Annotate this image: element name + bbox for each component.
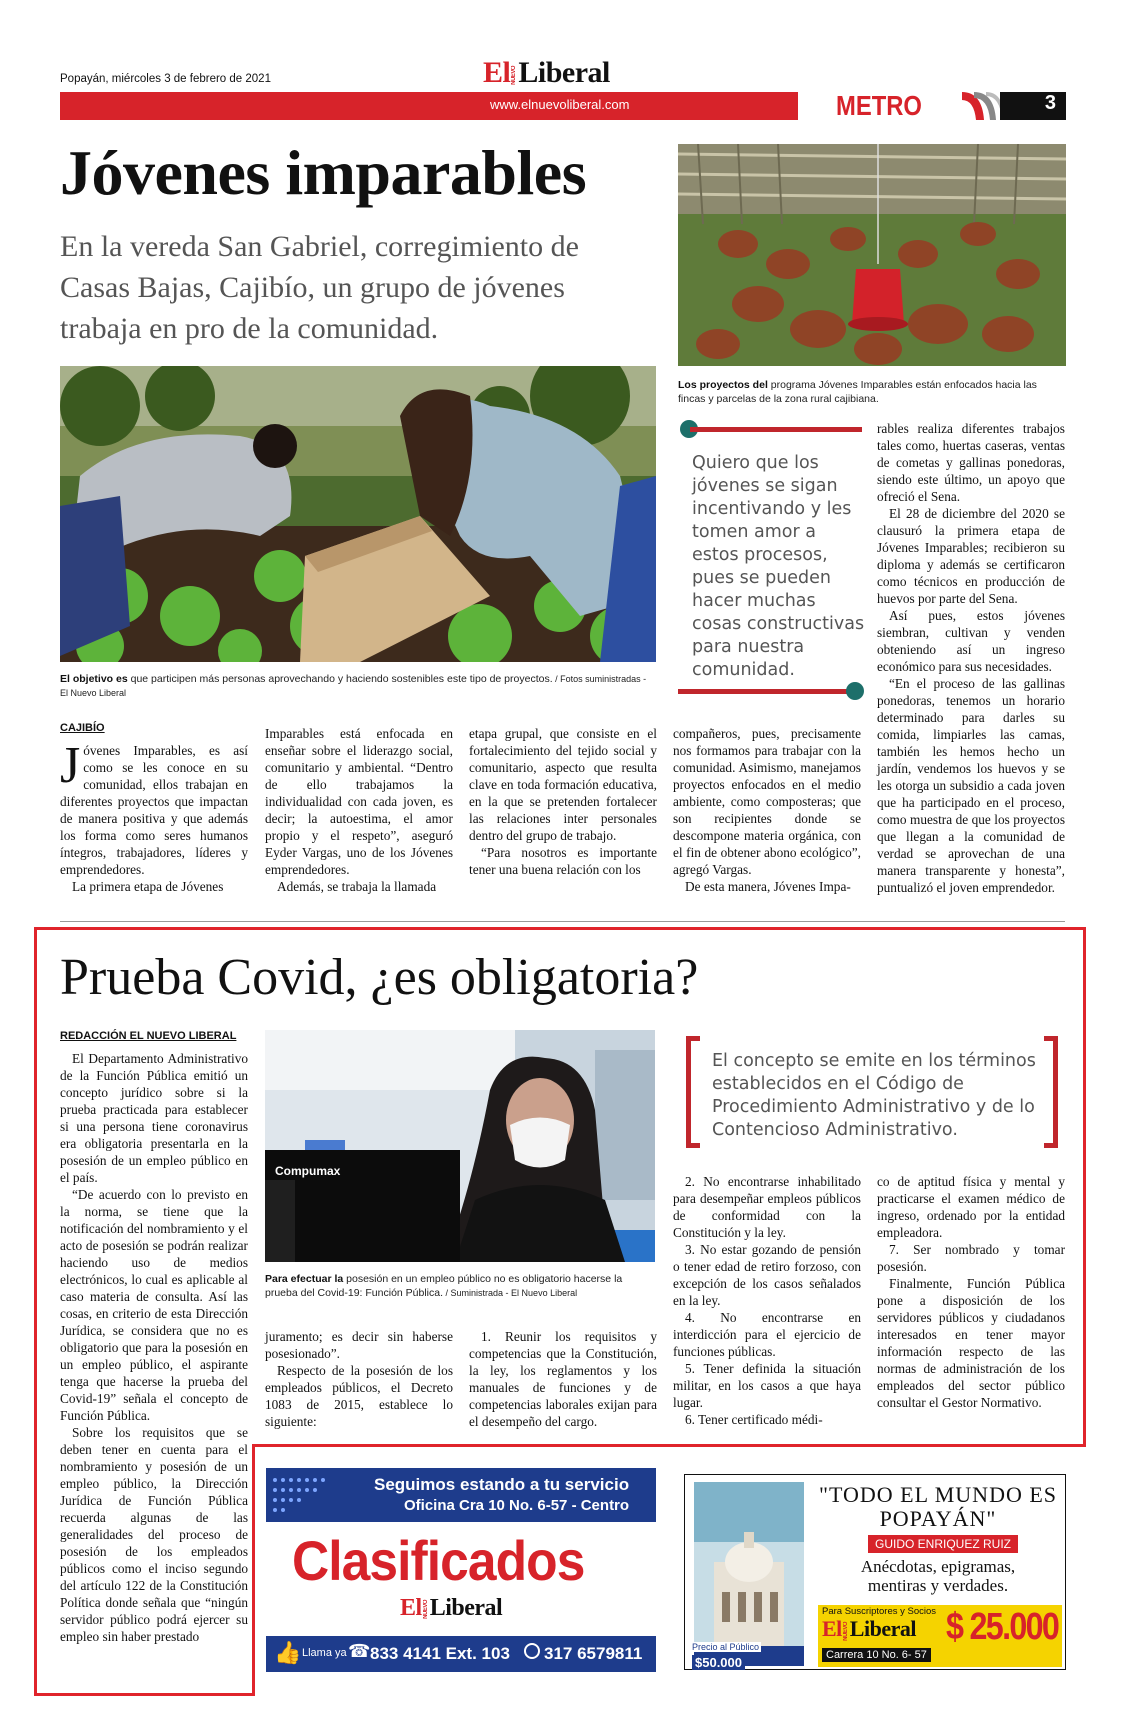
masthead-logo: ElNUEVOLiberal	[483, 56, 610, 89]
drop-cap: J	[60, 737, 81, 794]
book-title: "TODO EL MUNDO ES POPAYÁN"	[818, 1482, 1058, 1531]
classifieds-top-banner	[266, 1468, 656, 1522]
highlight-frame-left-ext	[34, 1444, 37, 1696]
classifieds-contact-bar	[266, 1636, 656, 1672]
highlight-frame-inner-right	[252, 1444, 255, 1696]
subscriber-label: Para Suscriptores y Socios	[822, 1606, 937, 1617]
quote-bracket-left	[686, 1036, 700, 1148]
phone-icon: ☎	[348, 1641, 371, 1661]
quote-bar-top	[690, 427, 862, 432]
public-price: $50.000	[692, 1655, 745, 1670]
page-number: 3	[1000, 92, 1066, 120]
article-deck: En la vereda San Gabriel, corregimiento de Casas Bajas, Cajibío, un grupo de jóvenes trabaja en pro de la comunidad.	[60, 230, 579, 345]
headline-covid: Prueba Covid, ¿es obligatoria?	[60, 949, 699, 1006]
article2-col2: juramento; es decir sin haberse posesionado”. Respecto de la posesión de los empleados públicos, el Decreto 1083 de 2015, establece lo siguiente:	[265, 1329, 453, 1429]
subscriber-address: Carrera 10 No. 6- 57	[822, 1648, 931, 1662]
headline-jovenes: Jóvenes imparables	[60, 137, 587, 208]
byline: REDACCIÓN EL NUEVO LIBERAL	[60, 1030, 237, 1042]
publication-date: Popayán, miércoles 3 de febrero de 2021	[60, 73, 271, 85]
public-price-label: Precio al Público	[692, 1642, 760, 1652]
photo-brand-label: Compumax	[275, 1164, 341, 1178]
pull-quote-covid: El concepto se emite en los términos establecidos en el Código de Procedimiento Administrativo y de lo Contencioso Administrativo.	[712, 1051, 1036, 1140]
photo-hens	[678, 144, 1066, 366]
article-divider	[60, 921, 1065, 922]
article1-col1: Jóvenes Imparables, es así como se les conoce en su comunidad, ellos trabajan en diferentes proyectos que impactan de manera positiva y que además los forma como seres humanos íntegros, trabajadores, líderes y emprendedores. La primera etapa de Jóvenes	[60, 737, 248, 894]
section-title: METRO	[836, 90, 922, 121]
article2-col1: El Departamento Administrativo de la Función Pública emitió un concepto jurídico sobre si la prueba practicada para establecer si una persona tiene coronavirus era obligatoria presentarla en la posesión de un empleo público en el país. “De acuerdo con lo previsto en la norma, se tiene que la notificación del nombramiento y el acto de posesión se podrán realizar haciendo uso de medios electrónicos, lo cual es aplicable al caso materia de consulta. Así las cosas, en criterio de esta Dirección Jurídica, se considera que no es obligatorio que para la posesión en un empleo público, el aspirante tenga que hacerse la prueba del Covid-19” señala el concepto de Función Pública. Sobre los requisitos que se deben tener en cuenta para el nombramiento y posesión de un empleo público, la Dirección Jurídica de Función Pública recuerda algunas de las generalidades del proceso de posesión de los empleados públicos como el inciso segundo del artículo 122 de la Constitución Política donde señala que “ningún servidor público podrá ejercer su empleo sin haber prestado	[60, 1051, 248, 1644]
classifieds-logo: ElNUEVOLiberal	[400, 1595, 503, 1621]
article1-col5: rables realiza diferentes trabajos tales como, huertas caseras, ventas de cometas y gallinas ponedoras, siendo este último, un apoyo que ofreció el Sena. El 28 de diciembre del 2020 se clausuró la primera etapa de Jóvenes Imparables; recibieron su diploma y además se certificaron como técnicos en producción de huevos por parte del Sena. Así pues, estos jóvenes siembran, cultivan y venden obteniendo así un ingreso económico para sus necesidades. “En el proceso de las gallinas ponedoras, tenemos un horario determinado para darles su comida, limpiarles las camas, también les hemos hecho un jardín, vendemos los huevos y se les otorga un subsidio a cada joven que ha participado en el proceso, como muestra de que los proyectos que llegan a la comunidad de verdad se aprovechan de una manera transparente y honesta”, puntualizó el joven emprendedor.	[877, 421, 1065, 895]
thumbs-up-icon: 👍	[274, 1640, 302, 1665]
photo-caption-hens: Los proyectos del programa Jóvenes Imparables están enfocados hacia las fincas y parcelas de la zona rural cajibiana.	[678, 379, 1037, 405]
service-line: Seguimos estando a tu servicio	[374, 1475, 630, 1494]
photo-caption-youth: El objetivo es que participen más personas aprovechando y haciendo sostenibles este tipo de proyectos. / Fotos suministradas - El Nuevo Liberal	[60, 673, 647, 698]
website-url[interactable]: www.elnuevoliberal.com	[490, 97, 630, 112]
article1-col2: Imparables está enfocada en enseñar sobre el liderazgo social, comunitario y ambiental. “Dentro de ello trabajamos la individualidad con cada joven, es decir; la autoestima, el amor propio y el respeto”, aseguró Eyder Vargas, uno de los Jóvenes emprendedores. Además, se trabaja la llamada	[265, 726, 453, 894]
section-label-cajibio: CAJIBÍO	[60, 722, 105, 734]
article2-col4: 2. No encontrarse inhabilitado para desempeñar empleos públicos de conformidad con la Constitución y la ley. 3. No estar gozando de pensión o tener edad de retiro forzoso, con excepción de los casos señalados en la ley. 4. No encontrarse en interdicción para el ejercicio de funciones públicas. 5. Tener definida la situación militar, en los casos a que haya lugar. 6. Tener certificado médi-	[673, 1174, 861, 1427]
book-author: GUIDO ENRIQUEZ RUIZ	[868, 1535, 1018, 1553]
highlight-frame-bottom-left	[34, 1693, 255, 1696]
whatsapp-number[interactable]: 317 6579811	[544, 1644, 643, 1663]
section-stripes-icon	[960, 90, 1004, 122]
photo-woman-mask	[265, 1030, 655, 1262]
call-label: Llama ya	[302, 1647, 347, 1659]
article1-col4: compañeros, pues, precisamente nos formamos para trabajar con la comunidad. Asimismo, manejamos proyectos enfocados en el medio ambiente, como composteras; que son recipientes donde se descompone materia orgánica, con el fin de obtener abono ecológico”, agregó Vargas. De esta manera, Jóvenes Impa-	[673, 726, 861, 894]
pull-quote-jovenes: Quiero que los jóvenes se sigan incentivando y les tomen amor a estos procesos, pues se pueden hacer muchas cosas constructivas para nuestra comunidad.	[692, 453, 865, 680]
book-cover-image	[694, 1482, 804, 1666]
classifieds-title: Clasificados	[292, 1529, 585, 1592]
book-ad-logo: ElNUEVOLiberal	[822, 1616, 916, 1641]
header-red-bar	[60, 92, 798, 120]
phone-number[interactable]: 833 4141 Ext. 103	[370, 1644, 510, 1663]
photo-caption-covid: Para efectuar la posesión en un empleo público no es obligatorio hacerse la prueba del Covid-19: Función Pública. / Suministrada - El Nuevo Liberal	[265, 1273, 623, 1299]
quote-bracket-right	[1044, 1036, 1058, 1148]
quote-dot-bottom	[846, 682, 864, 700]
dots-pattern-icon	[270, 1474, 350, 1516]
book-price: $ 25.000	[946, 1606, 1059, 1648]
whatsapp-icon	[524, 1643, 540, 1659]
office-address: Oficina Cra 10 No. 6-57 - Centro	[404, 1497, 630, 1514]
photo-youth-gardening	[60, 366, 656, 662]
book-subtitle: Anécdotas, epigramas, mentiras y verdades.	[860, 1557, 1016, 1595]
highlight-frame-bottom-right	[252, 1444, 1086, 1447]
article2-col3: 1. Reunir los requisitos y competencias que la Constitución, la ley, los reglamentos y los manuales de funciones y de competencias laborales exijan para el desempeño del cargo.	[469, 1329, 657, 1429]
quote-bar-bottom	[678, 689, 854, 694]
article1-col3: etapa grupal, que consiste en el fortalecimiento del tejido social y comunitario, aspecto que resulta clave en toda formación educativa, en la que se pretenden fortalecer las relaciones inter personales dentro del grupo de trabajo. “Para nosotros es importante tener una buena relación con los	[469, 726, 657, 877]
article2-col5: co de aptitud física y mental y practicarse el examen médico de ingreso, ordenado por la entidad empleadora. 7. Ser nombrado y tomar posesión. Finalmente, Función Pública pone a disposición de los servidores públicos y ciudadanos interesados en tener mayor información respecto de las normas de administración de los empleados del sector público consultar el Gestor Normativo.	[877, 1174, 1065, 1410]
